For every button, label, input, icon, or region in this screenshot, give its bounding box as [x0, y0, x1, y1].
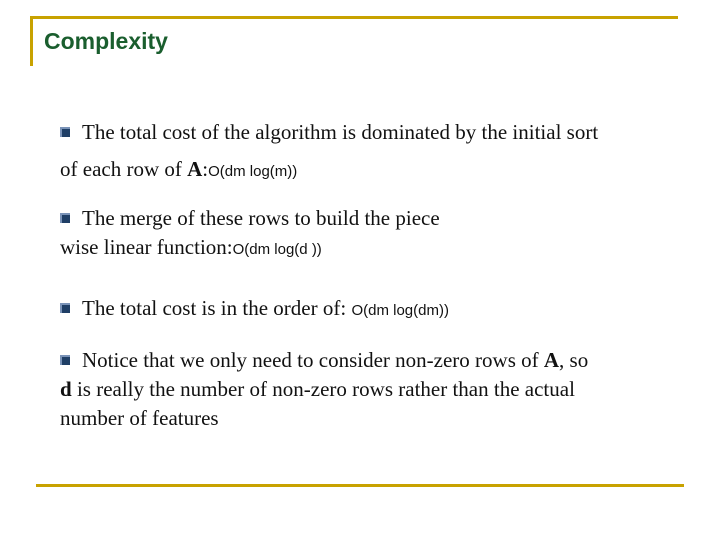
left-rule	[30, 16, 33, 66]
square-bullet-icon	[60, 213, 70, 223]
bullet-1	[60, 118, 680, 186]
bottom-rule	[36, 484, 684, 487]
top-rule	[30, 16, 678, 19]
square-bullet-icon	[60, 303, 70, 313]
complexity-formula-1: O(dm log(m))	[208, 163, 298, 180]
square-bullet-icon	[60, 355, 70, 365]
square-bullet-icon	[60, 127, 70, 137]
variable-d: d	[60, 377, 72, 401]
complexity-formula-2: O(dm log(d ))	[232, 241, 322, 258]
slide-title: Complexity	[44, 28, 168, 54]
bullet-3	[60, 294, 680, 325]
matrix-a: A	[187, 157, 203, 181]
bullet-4	[60, 346, 680, 433]
matrix-a: A	[543, 348, 560, 372]
bullet-4-line-3: number of features	[60, 406, 219, 430]
bullet-4-text: Notice that we only need to consider non-zero rows of	[82, 348, 544, 372]
bullet-4-mid: , so	[559, 348, 589, 372]
bullet-2-continuation: wise linear function:	[60, 235, 233, 259]
bullet-3-text: The total cost is in the order of:	[82, 296, 347, 320]
bullet-4-line-2: is really the number of non-zero rows rather than the actual	[71, 377, 575, 401]
bullet-1-continuation: of each row of	[60, 157, 188, 181]
bullet-2-text: The merge of these rows to build the piece	[82, 206, 440, 230]
bullet-1-text: The total cost of the algorithm is dominated by the initial sort	[82, 120, 599, 144]
bullet-2	[60, 204, 680, 264]
colon: :	[202, 157, 209, 181]
complexity-formula-3: O(dm log(dm))	[351, 302, 449, 319]
